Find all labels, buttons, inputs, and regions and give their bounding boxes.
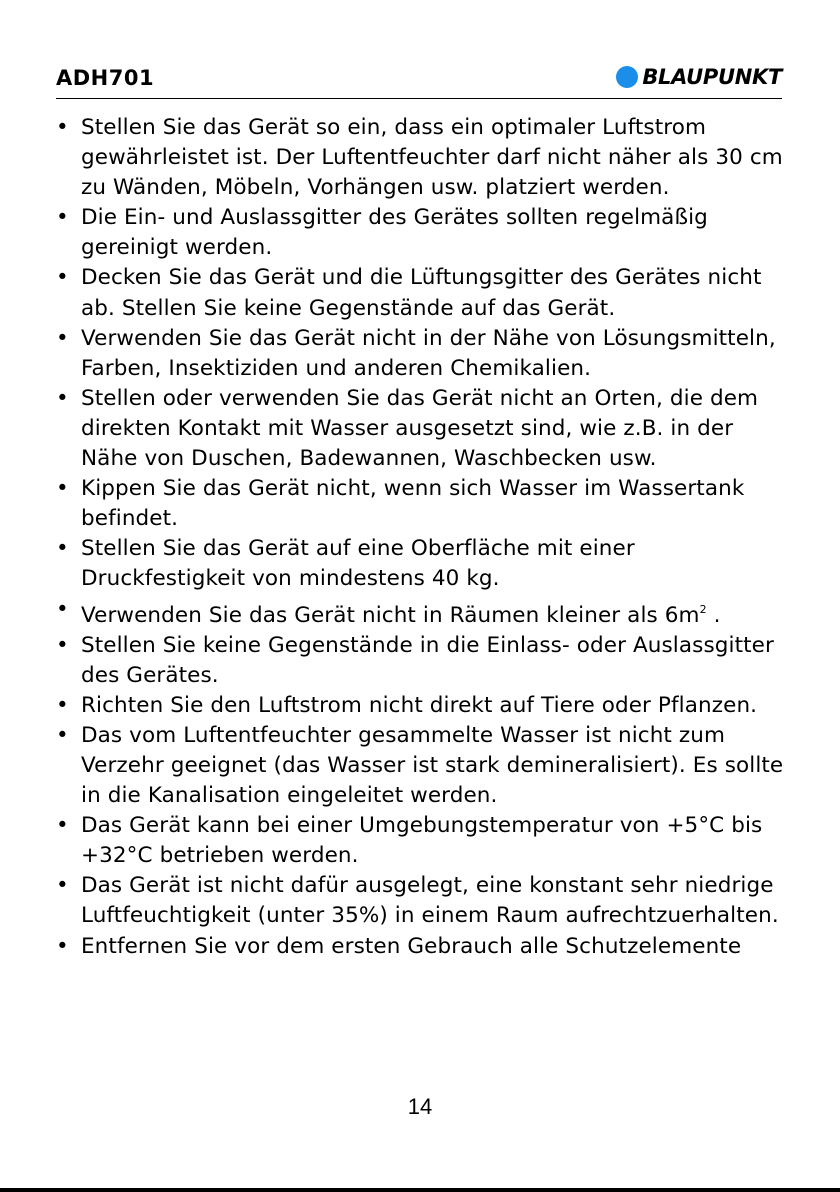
safety-instructions-list bbox=[56, 113, 784, 962]
list-item bbox=[56, 595, 784, 631]
list-item bbox=[56, 631, 784, 691]
bullet-icon: • bbox=[56, 933, 69, 959]
bottom-rule bbox=[0, 1188, 840, 1192]
bullet-icon: • bbox=[56, 115, 69, 140]
list-item bbox=[56, 811, 784, 871]
bullet-icon: • bbox=[56, 722, 69, 748]
brand-name: BLAUPUNKT bbox=[642, 65, 782, 89]
list-item-text: Das Gerät ist nicht dafür ausgelegt, eine konstant sehr niedrige Luftfeuchtigkeit (unter 35%) in einem Raum aufrechtzuerhalten. bbox=[81, 873, 779, 929]
bullet-icon: • bbox=[56, 632, 69, 658]
list-item bbox=[56, 113, 784, 203]
page-number: 14 bbox=[407, 1094, 433, 1119]
list-item bbox=[56, 691, 784, 721]
list-item-text: Das Gerät kann bei einer Umgebungstemperatur von +5°C bis +32°C betrieben werden. bbox=[81, 813, 763, 869]
bullet-icon: • bbox=[56, 385, 69, 411]
list-item-text-suffix: . bbox=[706, 602, 721, 628]
bullet-icon: • bbox=[56, 536, 69, 562]
list-item-text: Verwenden Sie das Gerät nicht in Räumen kleiner als 6m bbox=[81, 602, 700, 628]
list-item-text: Stellen Sie das Gerät auf eine Oberfläche mit einer Druckfestigkeit von mindestens 40 kg. bbox=[81, 536, 635, 592]
list-item bbox=[56, 384, 784, 474]
list-item-text: Richten Sie den Luftstrom nicht direkt auf Tiere oder Pflanzen. bbox=[81, 692, 758, 718]
bullet-icon: • bbox=[56, 325, 69, 351]
bullet-icon: • bbox=[56, 205, 69, 231]
list-item bbox=[56, 203, 784, 263]
list-item-text: Entfernen Sie vor dem ersten Gebrauch alle Schutzelemente bbox=[81, 933, 742, 959]
list-item-text: Stellen oder verwenden Sie das Gerät nicht an Orten, die dem direkten Kontakt mit Wasser ausgesetzt sind, wie z.B. in der Nähe von Duschen, Badewannen, Waschbecken usw. bbox=[81, 385, 759, 472]
list-item bbox=[56, 474, 784, 534]
bullet-icon: • bbox=[56, 873, 69, 899]
list-item bbox=[56, 871, 784, 931]
page-header bbox=[56, 62, 782, 99]
list-item bbox=[56, 263, 784, 323]
list-item bbox=[56, 324, 784, 384]
list-item bbox=[56, 932, 784, 962]
list-item-text: Verwenden Sie das Gerät nicht in der Nähe von Lösungsmitteln, Farben, Insektiziden und anderen Chemikalien. bbox=[81, 325, 776, 381]
brand-logo bbox=[616, 65, 782, 89]
list-item bbox=[56, 534, 784, 594]
list-item-text: Decken Sie das Gerät und die Lüftungsgitter des Gerätes nicht ab. Stellen Sie keine Gegenstände auf das Gerät. bbox=[81, 265, 762, 321]
list-item bbox=[56, 721, 784, 811]
bullet-icon: • bbox=[56, 813, 69, 839]
list-item-text: Das vom Luftentfeuchter gesammelte Wasser ist nicht zum Verzehr geeignet (das Wasser ist stark demineralisiert). Es sollte in die Kanalisation eingeleitet werden. bbox=[81, 722, 784, 809]
list-item-text: Stellen Sie keine Gegenstände in die Einlass- oder Auslassgitter des Gerätes. bbox=[81, 632, 774, 688]
bullet-icon: • bbox=[56, 265, 69, 291]
list-item-text: Die Ein- und Auslassgitter des Gerätes sollten regelmäßig gereinigt werden. bbox=[81, 205, 708, 261]
list-item-text: Kippen Sie das Gerät nicht, wenn sich Wasser im Wassertank befindet. bbox=[81, 476, 745, 532]
superscript: 2 bbox=[699, 602, 707, 616]
bullet-icon: • bbox=[56, 596, 69, 622]
model-number: ADH701 bbox=[56, 66, 155, 90]
bullet-icon: • bbox=[56, 692, 69, 718]
list-item-text: Stellen Sie das Gerät so ein, dass ein optimaler Luftstrom gewährleistet ist. Der Luftentfeuchter darf nicht näher als 30 cm zu Wänden, Möbeln, Vorhängen usw. platziert werden. bbox=[81, 115, 783, 201]
bullet-icon: • bbox=[56, 476, 69, 502]
brand-dot-icon bbox=[616, 66, 638, 88]
